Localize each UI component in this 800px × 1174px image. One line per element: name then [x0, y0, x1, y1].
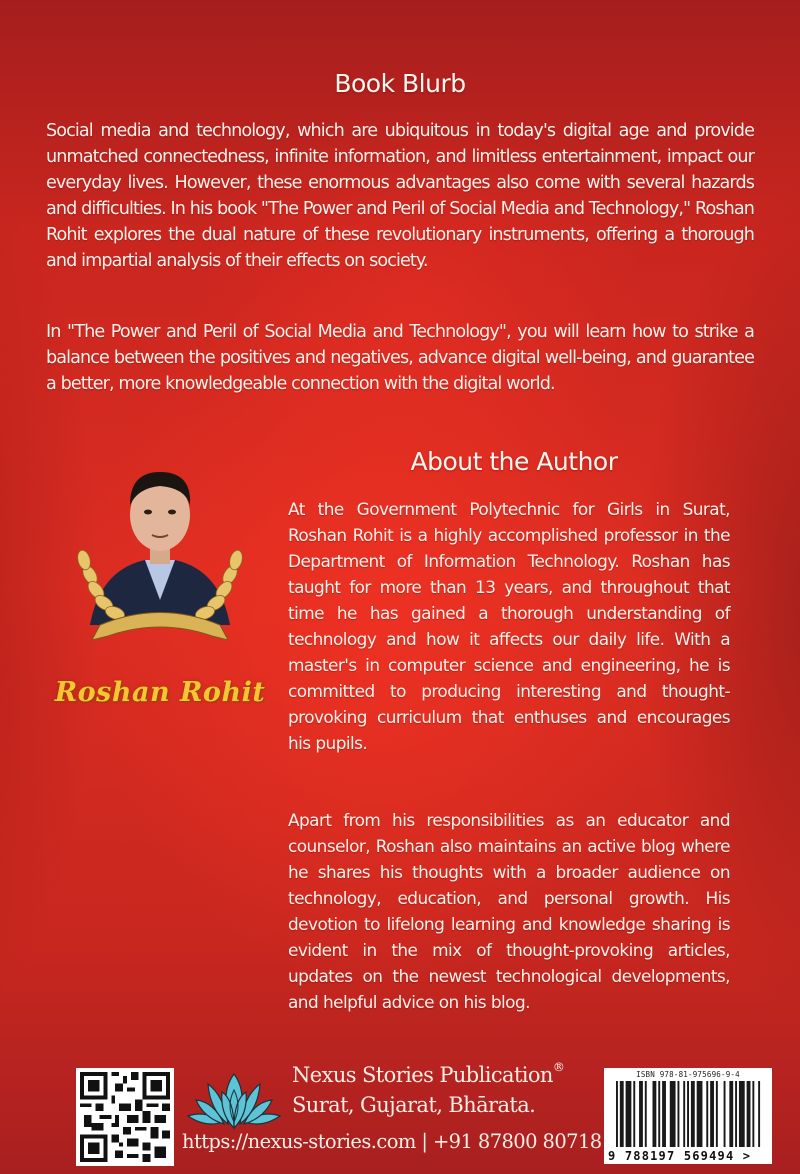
- publisher-phone: +91 87800 80718: [432, 1130, 602, 1153]
- barcode-bar: [710, 1081, 714, 1147]
- barcode-bar: [626, 1081, 632, 1147]
- barcode-bar: [620, 1081, 624, 1147]
- barcode-bar: [639, 1081, 643, 1147]
- barcode-bar: [653, 1081, 657, 1147]
- publisher-website-link[interactable]: https://nexus-stories.com: [182, 1130, 416, 1153]
- qr-code[interactable]: [76, 1068, 174, 1166]
- barcode-bar: [747, 1081, 751, 1147]
- author-name: Roshan Rohit: [54, 677, 266, 708]
- registered-mark: ®: [552, 1060, 565, 1074]
- barcode-bar: [670, 1081, 676, 1147]
- author-paragraph: Apart from his responsibilities as an educator and counselor, Roshan also maintains an active blog where he shares his thoughts with a broader audience on technology, education, and personal growth. His devotion to lifelong learning and knowledge sharing is evident in the mix of thought-provoking articles, updates on the newest technological developments, and helpful advice on his blog.: [288, 810, 730, 1012]
- blurb-paragraph: In "The Power and Peril of Social Media and Technology", you will learn how to strike a balance between the positives and negatives, advance digital well-being, and guarantee a better, more knowledgeable connection with the digital world.: [46, 322, 754, 394]
- barcode-bar: [735, 1081, 737, 1147]
- lotus-logo-icon: [186, 1070, 282, 1136]
- book-blurb-heading: Book Blurb: [334, 69, 466, 98]
- barcode-bar: [706, 1081, 708, 1147]
- barcode-bar: [691, 1081, 695, 1147]
- barcode-bar: [616, 1081, 618, 1147]
- barcode-bar: [658, 1081, 660, 1147]
- barcode-bar: [724, 1081, 726, 1147]
- barcode-bar: [683, 1081, 685, 1147]
- blurb-paragraph: Social media and technology, which are ubiquitous in today's digital age and provide unmatched connectedness, infinite information, and limitless entertainment, impact our everyday lives. However, these enormous advantages also come with several hazards and difficulties. In his book "The Power and Peril of Social Media and Technology," Roshan Rohit explores the dual nature of these revolutionary instruments, offering a thorough and impartial analysis of their effects on society.: [46, 121, 754, 271]
- barcode-bar: [752, 1081, 754, 1147]
- barcode-bar: [687, 1081, 689, 1147]
- barcode-bar: [677, 1081, 679, 1147]
- barcode-bar: [758, 1081, 760, 1147]
- publisher-contact: [182, 1130, 602, 1153]
- barcode-bar: [716, 1081, 718, 1147]
- author-photo: [60, 450, 260, 650]
- publisher-name-text: Nexus Stories Publication: [292, 1063, 553, 1087]
- contact-separator: |: [421, 1130, 428, 1153]
- isbn-label: ISBN 978-81-975696-9-4: [636, 1070, 740, 1079]
- barcode-bars: [616, 1081, 762, 1147]
- barcode-number: 9 788197 569494 >: [608, 1149, 752, 1163]
- about-author-heading: About the Author: [410, 447, 618, 476]
- barcode-bar: [662, 1081, 666, 1147]
- barcode-bar: [633, 1081, 635, 1147]
- barcode-bar: [697, 1081, 703, 1147]
- author-paragraph: At the Government Polytechnic for Girls in Surat, Roshan Rohit is a highly accomplished professor in the Department of Information Technology. Roshan has taught for more than 13 years, and throughout that time he has gained a thorough understanding of technology and how it affects our daily life. With a master's in computer science and engineering, he is committed to producing interesting and thought-provoking curriculum that enthuses and encourages his pupils.: [288, 499, 730, 753]
- publisher-name: [292, 1060, 565, 1087]
- isbn-barcode: [604, 1068, 772, 1164]
- barcode-bar: [729, 1081, 733, 1147]
- barcode-bar: [645, 1081, 647, 1147]
- barcode-bar: [739, 1081, 745, 1147]
- publisher-location: Surat, Gujarat, Bhārata.: [292, 1093, 536, 1117]
